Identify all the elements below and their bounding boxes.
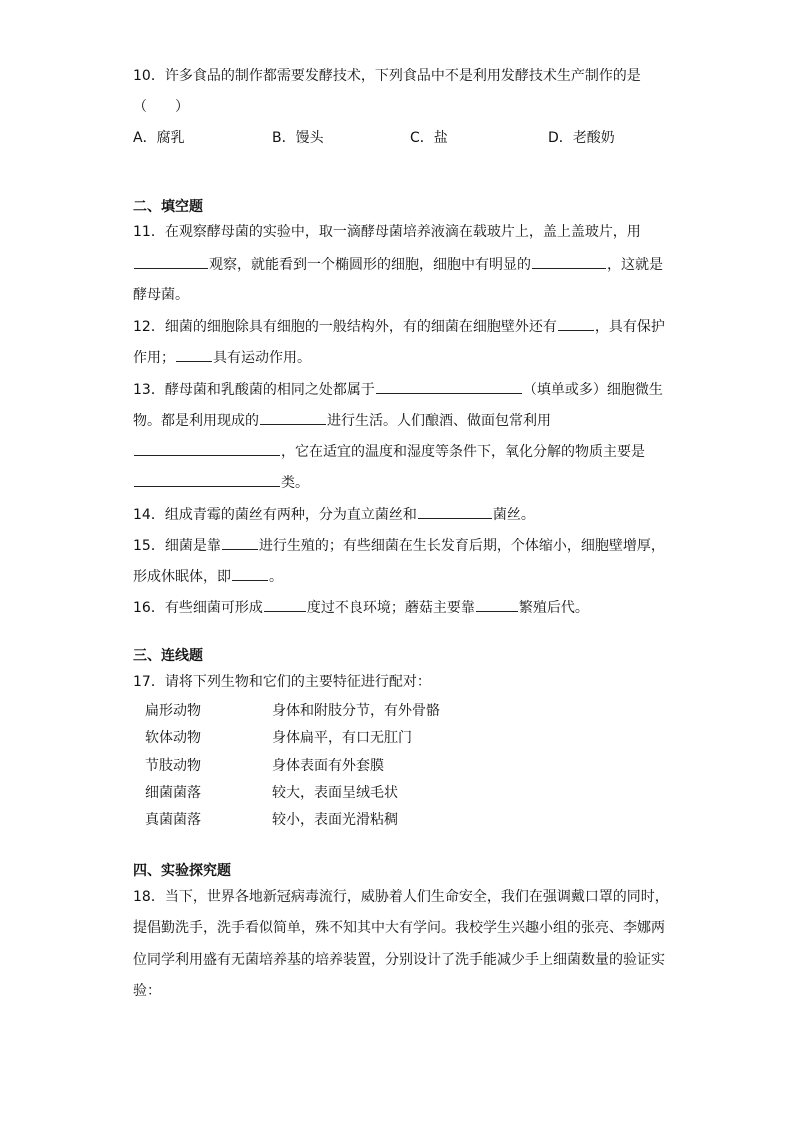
q14-text: 菌丝。 (492, 507, 535, 523)
q16-text: 度过不良环境；蘑菇主要靠 (306, 600, 475, 616)
q10-stem: 10．许多食品的制作都需要发酵技术，下列食品中不是利用发酵技术生产制作的是 (133, 68, 641, 84)
q15-line-1 (133, 535, 665, 556)
answer-blank[interactable] (134, 254, 208, 269)
q12-text: 12．细菌的细胞除具有细胞的一般结构外，有的细菌在细胞壁外还有 (133, 319, 557, 335)
q11-text: ，这就是 (607, 257, 663, 273)
q13-text: （填单或多）细胞微生 (522, 382, 663, 398)
q13-text: 13．酵母菌和乳酸菌的相同之处都属于 (133, 382, 375, 398)
answer-blank[interactable] (176, 347, 212, 362)
q17-right-item[interactable]: 较小，表面光滑粘稠 (272, 812, 398, 828)
q13-text: 类。 (281, 475, 309, 491)
answer-blank[interactable] (222, 535, 258, 550)
answer-blank[interactable] (532, 254, 606, 269)
q12-text: 作用； (133, 350, 175, 366)
q13-line-1 (133, 379, 663, 400)
q16-text: 繁殖后代。 (518, 600, 589, 616)
q18-line-2: 提倡勤洗手，洗手看似简单，殊不知其中大有学问。我校学生兴趣小组的张亮、李娜两 (133, 920, 665, 936)
q14-line-1 (133, 504, 535, 525)
q10-option-d: D．老酸奶 (548, 130, 615, 146)
q13-line-3 (133, 441, 645, 462)
answer-blank[interactable] (134, 441, 280, 456)
q10-option-b: B．馒头 (272, 130, 324, 146)
q12-line-2 (133, 347, 311, 368)
answer-blank[interactable] (264, 597, 306, 612)
q16-text: 16．有些细菌可形成 (133, 600, 263, 616)
q15-line-2 (133, 566, 283, 587)
answer-blank[interactable] (232, 566, 268, 581)
q10-option-c: C．盐 (410, 130, 448, 146)
q16-line-1 (133, 597, 589, 618)
q12-line-1 (133, 316, 665, 337)
section-heading-fill-in: 二、填空题 (133, 199, 203, 215)
answer-blank[interactable] (134, 472, 280, 487)
q14-text: 14．组成青霉的菌丝有两种，分为直立菌丝和 (133, 507, 417, 523)
q12-text: ，具有保护 (594, 319, 665, 335)
answer-blank[interactable] (476, 597, 518, 612)
q17-left-item[interactable]: 细菌菌落 (145, 785, 201, 801)
q17-right-item[interactable]: 身体和附肢分节，有外骨骼 (272, 703, 440, 719)
answer-blank[interactable] (376, 379, 522, 394)
q18-line-3: 位同学利用盛有无菌培养基的培养装置，分别设计了洗手能减少手上细菌数量的验证实 (133, 952, 665, 968)
q17-left-item[interactable]: 真菌菌落 (145, 812, 201, 828)
section-heading-experiment: 四、实验探究题 (133, 863, 231, 879)
q15-text: 15．细菌是靠 (133, 538, 221, 554)
q13-text: 物。都是利用现成的 (133, 413, 259, 429)
q11-line-3: 酵母菌。 (133, 287, 189, 303)
q10-paren: （ ） (133, 99, 189, 115)
q17-right-item[interactable]: 较大，表面呈绒毛状 (272, 785, 398, 801)
q13-line-2 (133, 410, 551, 431)
q17-left-item[interactable]: 软体动物 (145, 730, 201, 746)
q11-line-2 (133, 254, 663, 275)
q17-left-item[interactable]: 节肢动物 (145, 758, 201, 774)
section-heading-matching: 三、连线题 (133, 648, 203, 664)
answer-blank[interactable] (558, 316, 594, 331)
q13-text: 进行生活。人们酿酒、做面包常利用 (327, 413, 551, 429)
answer-blank[interactable] (418, 504, 492, 519)
q12-text: 具有运动作用。 (213, 350, 311, 366)
q17-left-item[interactable]: 扁形动物 (145, 703, 201, 719)
q13-text: ，它在适宜的温度和湿度等条件下，氧化分解的物质主要是 (281, 444, 645, 460)
q17-right-item[interactable]: 身体扁平，有口无肛门 (272, 730, 412, 746)
q13-line-4 (133, 472, 309, 493)
answer-blank[interactable] (260, 410, 326, 425)
q10-option-a: A．腐乳 (133, 130, 185, 146)
q17-right-item[interactable]: 身体表面有外套膜 (272, 758, 384, 774)
q11-text: 观察，就能看到一个椭圆形的细胞，细胞中有明显的 (209, 257, 531, 273)
q18-line-4: 验： (133, 983, 161, 999)
q15-text: 。 (269, 569, 283, 585)
q15-text: 形成休眠体，即 (133, 569, 231, 585)
q11-line-1: 11．在观察酵母菌的实验中，取一滴酵母菌培养液滴在载玻片上，盖上盖玻片，用 (133, 224, 641, 240)
q18-line-1: 18．当下，世界各地新冠病毒流行，威胁着人们生命安全，我们在强调戴口罩的同时， (133, 889, 669, 905)
q15-text: 进行生殖的；有些细菌在生长发育后期，个体缩小，细胞壁增厚， (258, 538, 665, 554)
q17-stem: 17．请将下列生物和它们的主要特征进行配对： (133, 674, 431, 690)
